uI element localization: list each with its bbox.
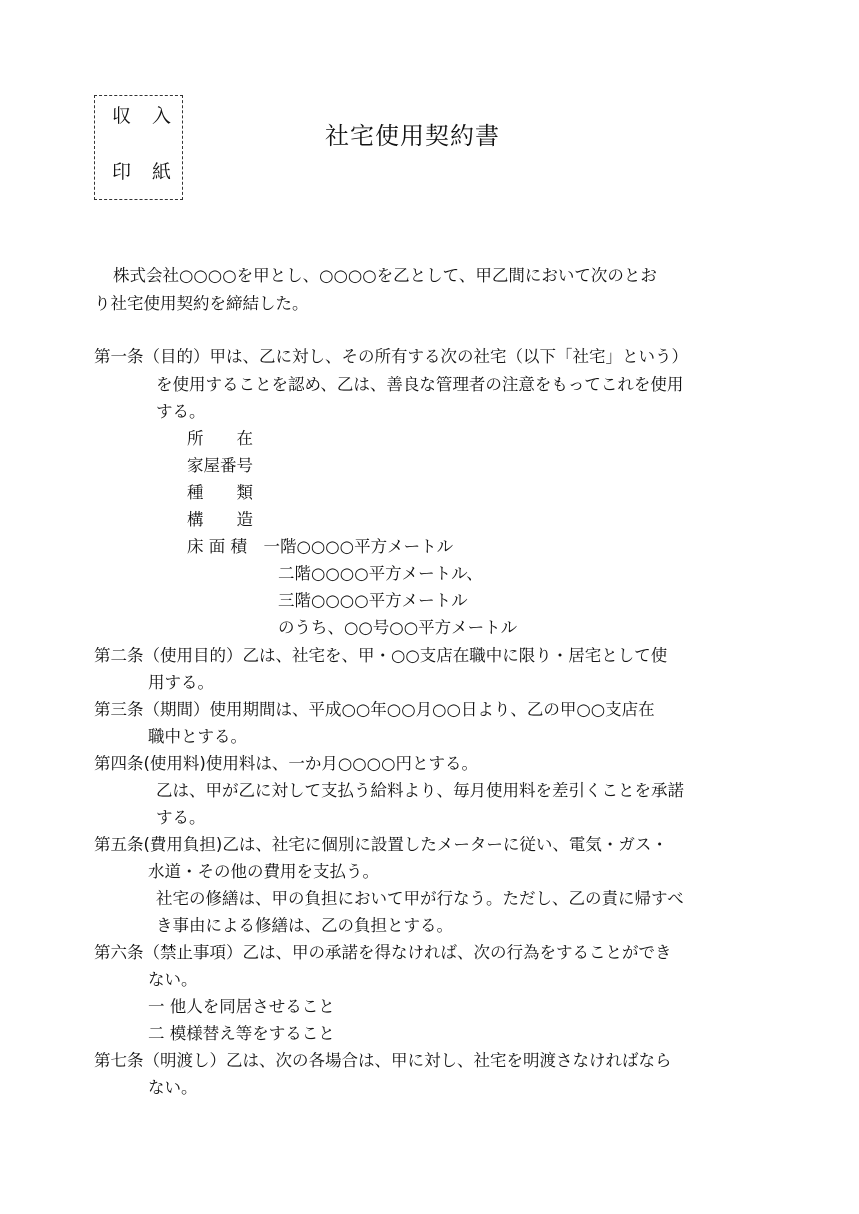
property-item: 構 造 <box>187 510 253 529</box>
property-item: 三階○○○○平方メートル <box>278 591 468 610</box>
prohibited-item: 一 他人を同居させること <box>148 997 335 1016</box>
article-3-line: 第三条（期間）使用期間は、平成○○年○○月○○日より、乙の甲○○支店在 <box>94 700 655 719</box>
article-3-line: 職中とする。 <box>148 727 247 746</box>
article-7-line: ない。 <box>148 1078 198 1097</box>
revenue-stamp-box <box>94 95 183 200</box>
stamp-char: 入 <box>152 105 172 127</box>
stamp-char: 収 <box>112 105 132 127</box>
article-5-line: 水道・その他の費用を支払う。 <box>148 862 379 881</box>
stamp-char: 紙 <box>152 161 172 183</box>
article-4-line: 第四条(使用料)使用料は、一か月○○○○円とする。 <box>94 754 478 773</box>
article-4-line: 乙は、甲が乙に対して支払う給料より、毎月使用料を差引くことを承諾 <box>156 781 684 800</box>
prohibited-item: 二 模様替え等をすること <box>148 1024 335 1043</box>
article-7-line: 第七条（明渡し）乙は、次の各場合は、甲に対し、社宅を明渡さなければなら <box>94 1051 672 1070</box>
article-6-line: ない。 <box>148 970 198 989</box>
article-4-line: する。 <box>156 808 206 827</box>
intro-line: 株式会社○○○○を甲とし、○○○○を乙として、甲乙間において次のとお <box>113 266 657 285</box>
stamp-char: 印 <box>112 161 132 183</box>
property-item: のうち、○○号○○平方メートル <box>278 618 518 637</box>
property-item: 所 在 <box>187 429 253 448</box>
article-2-line: 第二条（使用目的）乙は、社宅を、甲・○○支店在職中に限り・居宅として使 <box>94 646 668 665</box>
property-item: 床 面 積 一階○○○○平方メートル <box>187 537 454 556</box>
document-title: 社宅使用契約書 <box>325 122 500 150</box>
article-5-line: 第五条(費用負担)乙は、社宅に個別に設置したメーターに従い、電気・ガス・ <box>94 835 668 854</box>
article-1-line: する。 <box>156 402 206 421</box>
property-item: 種 類 <box>187 483 253 502</box>
article-6-line: 第六条（禁止事項）乙は、甲の承諾を得なければ、次の行為をすることができ <box>94 943 672 962</box>
article-5-line: き事由による修繕は、乙の負担とする。 <box>156 916 453 935</box>
article-5-line: 社宅の修繕は、甲の負担において甲が行なう。ただし、乙の責に帰すべ <box>156 889 684 908</box>
intro-line: り社宅使用契約を締結した。 <box>94 294 309 313</box>
property-item: 二階○○○○平方メートル、 <box>278 564 483 583</box>
article-1-line: 第一条（目的）甲は、乙に対し、その所有する次の社宅（以下「社宅」という） <box>94 347 688 366</box>
property-item: 家屋番号 <box>187 456 253 475</box>
article-1-line: を使用することを認め、乙は、善良な管理者の注意をもってこれを使用 <box>156 375 684 394</box>
article-2-line: 用する。 <box>148 673 214 692</box>
